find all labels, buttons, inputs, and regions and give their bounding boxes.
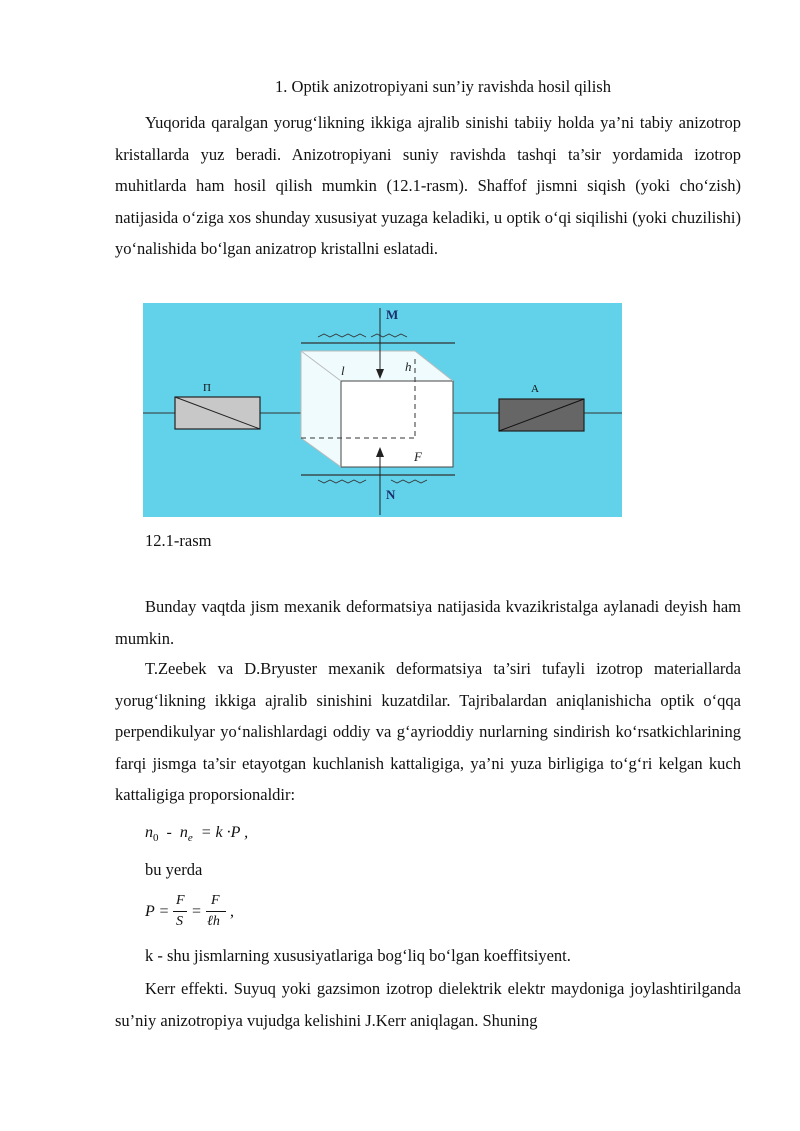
paragraph-zeebeck: T.Zeebek va D.Bryuster mexanik deformatsiya ta’siri tufayli izotrop materiallarda yorug‘likning ikkiga ajralib sinishini kuzatdilar. Tajribalardan aniqlanishicha optik o‘qqa perpendikulyar yo‘nalishlardagi oddiy va g‘ayrioddiy nurlarning sindirish ko‘rsatkichlarining farqi jismga ta’sir etayotgan kuchlanish kattaligiga, ya’ni yuza birligiga to‘g‘ri kelgan kuch kattaligiga proporsionaldir: [115,659,741,804]
formula2-comma: , [230,903,234,920]
label-l: l [341,363,345,378]
n0-base: n [145,824,153,841]
formula-index-difference [145,824,248,844]
paragraph-intro: Yuqorida qaralgan yorug‘likning ikkiga ajralib sinishi tabiiy holda ya’ni tabiy anizotrop kristallarda yuz beradi. Anizotropiyani suniy ravishda tashqi ta’sir yordamida izotrop muhitlarda ham hosil qilish mumkin (12.1-rasm). Shaffof jismni siqish (yoki cho‘zish) natijasida o‘ziga xos shunday xususiyat yuzaga keladiki, u optik o‘qi siqilishi (yoki chuzilishi) yo‘nalishida bo‘lgan anizatrop kristallni eslatadi. [115,113,741,258]
block-front-face [341,381,453,467]
coefficient-definition: k - shu jismlarning xususiyatlariga bog‘liq bo‘lgan koeffitsiyent. [145,946,571,965]
formula2-den1: S [176,914,183,929]
formula2-bar1 [173,911,187,912]
ne-sub: e [187,832,193,845]
formula-minus: - [166,824,172,841]
label-M: M [386,307,399,322]
label-F: F [414,449,422,464]
paragraph-kerr: Kerr effekti. Suyuq yoki gazsimon izotrop dielektrik elektr maydoniga joylashtirilganda su’niy anizotropiya vujudga kelishini J.Kerr aniqlagan. Shuning [115,979,741,1030]
formula2-den2: ℓh [207,914,220,929]
formula2-eq: = [192,903,202,920]
bu-yerda-text: bu yerda [145,860,203,879]
ne-base: n [179,824,188,841]
figure-caption: 12.1-rasm [145,531,212,550]
n0-sub: 0 [153,832,159,845]
label-analyzer: A [531,383,539,395]
formula2-num2: F [211,893,220,908]
paragraph-quasicrystal: Bunday vaqtda jism mexanik deformatsiya natijasida kvazikristalga aylanadi deyish ham mumkin. [115,597,741,648]
label-h: h [405,359,412,374]
formula-rest: = k ·P , [200,824,249,841]
section-heading: 1. Optik anizotropiyani sun’iy ravishda hosil qilish [275,77,611,96]
formula2-bar2 [206,911,226,912]
label-polarizer: П [203,382,211,394]
formula2-lhs: P = [145,903,170,920]
label-N: N [386,487,396,502]
formula2-num1: F [176,893,185,908]
figure-12-1 [143,303,622,517]
formula-pressure [145,893,265,933]
